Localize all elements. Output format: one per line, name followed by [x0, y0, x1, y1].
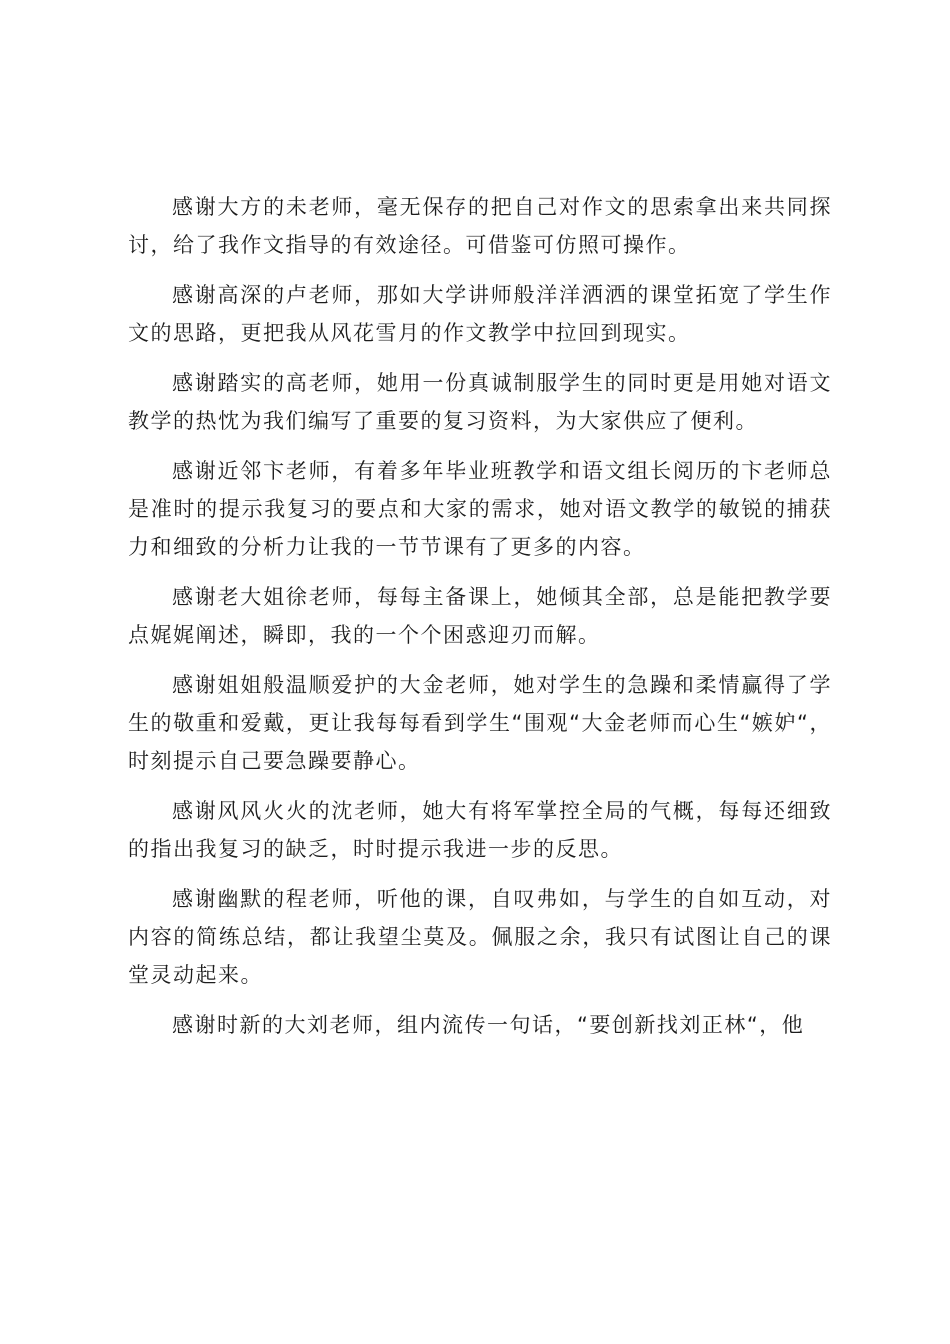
paragraph-thanks-lu: 感谢高深的卢老师，那如大学讲师般洋洋洒洒的课堂拓宽了学生作文的思路，更把我从风花雪月的作文教学中拉回到现实。	[128, 283, 832, 345]
paragraph-thanks-bian: 感谢近邻卞老师，有着多年毕业班教学和语文组长阅历的卞老师总是准时的提示我复习的要点和大家的需求，她对语文教学的敏锐的捕获力和细致的分析力让我的一节节课有了更多的内容。	[128, 459, 832, 559]
document-body	[128, 188, 832, 1056]
paragraph-thanks-xu: 感谢老大姐徐老师，每每主备课上，她倾其全部，总是能把教学要点娓娓阐述，瞬即，我的一个个困惑迎刃而解。	[128, 585, 832, 647]
paragraph-thanks-wei: 感谢大方的未老师，毫无保存的把自己对作文的思索拿出来共同探讨，给了我作文指导的有效途径。可借鉴可仿照可操作。	[128, 195, 832, 257]
paragraph-thanks-liu: 感谢时新的大刘老师，组内流传一句话，“要创新找刘正林“，他	[172, 1013, 805, 1037]
paragraph-thanks-jin: 感谢姐姐般温顺爱护的大金老师，她对学生的急躁和柔情赢得了学生的敬重和爱戴，更让我每每看到学生“围观“大金老师而心生“嫉妒“，时刻提示自己要急躁要静心。	[128, 673, 832, 773]
paragraph-thanks-shen: 感谢风风火火的沈老师，她大有将军掌控全局的气概，每每还细致的指出我复习的缺乏，时时提示我进一步的反思。	[128, 799, 832, 861]
paragraph-thanks-cheng: 感谢幽默的程老师，听他的课，自叹弗如，与学生的自如互动，对内容的简练总结，都让我望尘莫及。佩服之余，我只有试图让自己的课堂灵动起来。	[128, 887, 832, 987]
paragraph-thanks-gao: 感谢踏实的高老师，她用一份真诚制服学生的同时更是用她对语文教学的热忱为我们编写了重要的复习资料，为大家供应了便利。	[128, 371, 832, 433]
